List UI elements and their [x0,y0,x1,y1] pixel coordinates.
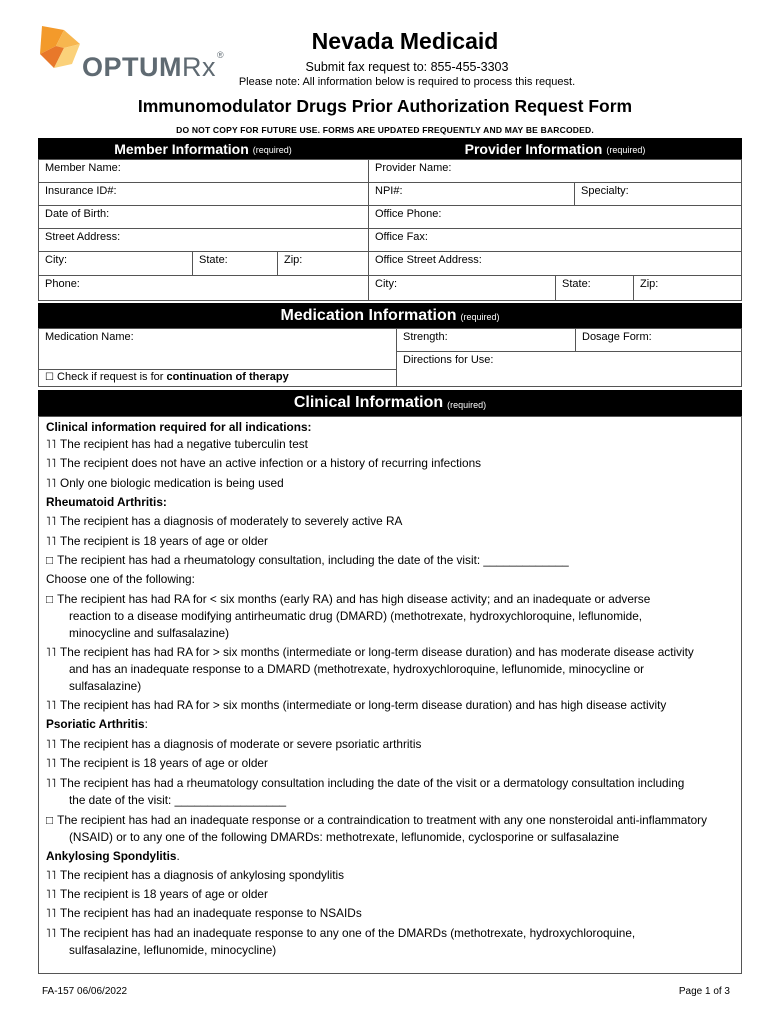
copy-warning: DO NOT COPY FOR FUTURE USE. FORMS ARE UPDATED FREQUENTLY AND MAY BE BARCODED. [176,125,594,135]
logo-registered-mark: ® [217,50,224,60]
office-fax-field[interactable]: Office Fax: [368,228,742,252]
ankylosing-spondylitis-heading: Ankylosing Spondylitis. [46,849,180,863]
rheumatoid-arthritis-heading: Rheumatoid Arthritis: [46,495,167,509]
list-item-continuation: (NSAID) or to any one of the following DMARDs: methotrexate, leflunomide, cyclosporine or sulfasalazine [69,830,620,844]
required-note: Please note: All information below is required to process this request. [238,76,576,88]
office-phone-field[interactable]: Office Phone: [368,205,742,229]
specialty-field[interactable]: Specialty: [574,182,742,206]
list-item[interactable]: ˥˥ The recipient has a diagnosis of ankylosing spondylitis [46,868,344,882]
page-number: Page 1 of 3 [678,986,730,997]
form-title: Immunomodulator Drugs Prior Authorization Request Form [137,96,633,116]
document-title: Nevada Medicaid [311,28,499,54]
office-street-field[interactable]: Office Street Address: [368,251,742,276]
logo-wordmark: OPTUMRx [82,52,216,82]
fax-number-line: Submit fax request to: 855-455-3303 [305,60,509,74]
directions-field[interactable]: Directions for Use: [396,351,742,387]
all-indications-heading: Clinical information required for all indications: [46,420,312,434]
date-of-birth-field[interactable]: Date of Birth: [38,205,369,229]
provider-city-field[interactable]: City: [368,275,556,301]
insurance-id-field[interactable]: Insurance ID#: [38,182,369,206]
provider-zip-field[interactable]: Zip: [633,275,742,301]
member-state-field[interactable]: State: [192,251,278,276]
list-item-continuation: reaction to a disease modifying antirheumatic drug (DMARD) (methotrexate, hydroxychloroquine, leflunomide, [69,609,643,623]
clinical-info-heading: Clinical Information (required) [38,390,742,416]
psoriatic-arthritis-heading: Psoriatic Arthritis: [46,717,148,731]
list-item-continuation: and has an inadequate response to a DMARD (methotrexate, hydroxychloroquine, leflunomide, minocycline or [69,662,645,676]
list-item-continuation: minocycline and sulfasalazine) [69,626,229,640]
list-item[interactable]: ˥˥ The recipient has a diagnosis of moderately to severely active RA [46,514,403,528]
provider-name-field[interactable]: Provider Name: [368,159,742,183]
choose-one-label: Choose one of the following: [46,572,195,586]
list-item[interactable]: □ The recipient has had an inadequate response or a contraindication to treatment with any one nonsteroidal anti-inflammatory [46,813,708,827]
list-item[interactable]: ˥˥ The recipient has had a rheumatology consultation including the date of the visit or a dermatology consultation including [46,776,685,790]
member-info-heading: Member Information (required) [38,138,368,159]
member-city-field[interactable]: City: [38,251,193,276]
member-phone-field[interactable]: Phone: [38,275,369,301]
form-id: FA-157 06/06/2022 [42,986,128,997]
list-item[interactable]: ˥˥ The recipient does not have an active infection or a history of recurring infections [46,456,482,470]
member-zip-field[interactable]: Zip: [277,251,369,276]
member-name-field[interactable]: Member Name: [38,159,369,183]
list-item-continuation: sulfasalazine) [69,679,142,693]
list-item[interactable]: ˥˥ The recipient is 18 years of age or older [46,756,268,770]
street-address-field[interactable]: Street Address: [38,228,369,252]
list-item[interactable]: ˥˥ The recipient has had RA for > six months (intermediate or long-term disease duration) and has moderate disease activity [46,645,694,659]
list-item-continuation: the date of the visit: _________________ [69,793,287,807]
list-item[interactable]: ˥˥ The recipient is 18 years of age or older [46,887,268,901]
strength-field[interactable]: Strength: [396,328,576,352]
list-item[interactable]: ˥˥ Only one biologic medication is being used [46,476,284,490]
list-item[interactable]: ˥˥ The recipient has had RA for > six months (intermediate or long-term disease duration) and has high disease activity [46,698,667,712]
list-item[interactable]: ˥˥ The recipient has had an inadequate response to NSAIDs [46,906,362,920]
medication-name-field[interactable]: Medication Name: [38,328,397,370]
checkbox-icon[interactable]: ☐ [45,372,54,383]
list-item[interactable]: □ The recipient has had a rheumatology consultation, including the date of the visit: _____________ [46,553,569,567]
medication-info-heading: Medication Information (required) [38,303,742,328]
dosage-form-field[interactable]: Dosage Form: [575,328,742,352]
list-item[interactable]: ˥˥ The recipient has had a negative tuberculin test [46,437,308,451]
continuation-checkbox-row[interactable]: ☐ Check if request is for continuation of therapy [38,369,397,387]
npi-field[interactable]: NPI#: [368,182,575,206]
provider-state-field[interactable]: State: [555,275,634,301]
list-item[interactable]: □ The recipient has had RA for < six months (early RA) and has high disease activity; and an inadequate or adverse [46,592,651,606]
list-item[interactable]: ˥˥ The recipient has a diagnosis of moderate or severe psoriatic arthritis [46,737,422,751]
list-item-continuation: sulfasalazine, leflunomide, minocycline) [69,943,277,957]
list-item[interactable]: ˥˥ The recipient is 18 years of age or older [46,534,268,548]
list-item[interactable]: ˥˥ The recipient has had an inadequate response to any one of the DMARDs (methotrexate, hydroxychloroquine, [46,926,636,940]
provider-info-heading: Provider Information (required) [368,138,742,159]
